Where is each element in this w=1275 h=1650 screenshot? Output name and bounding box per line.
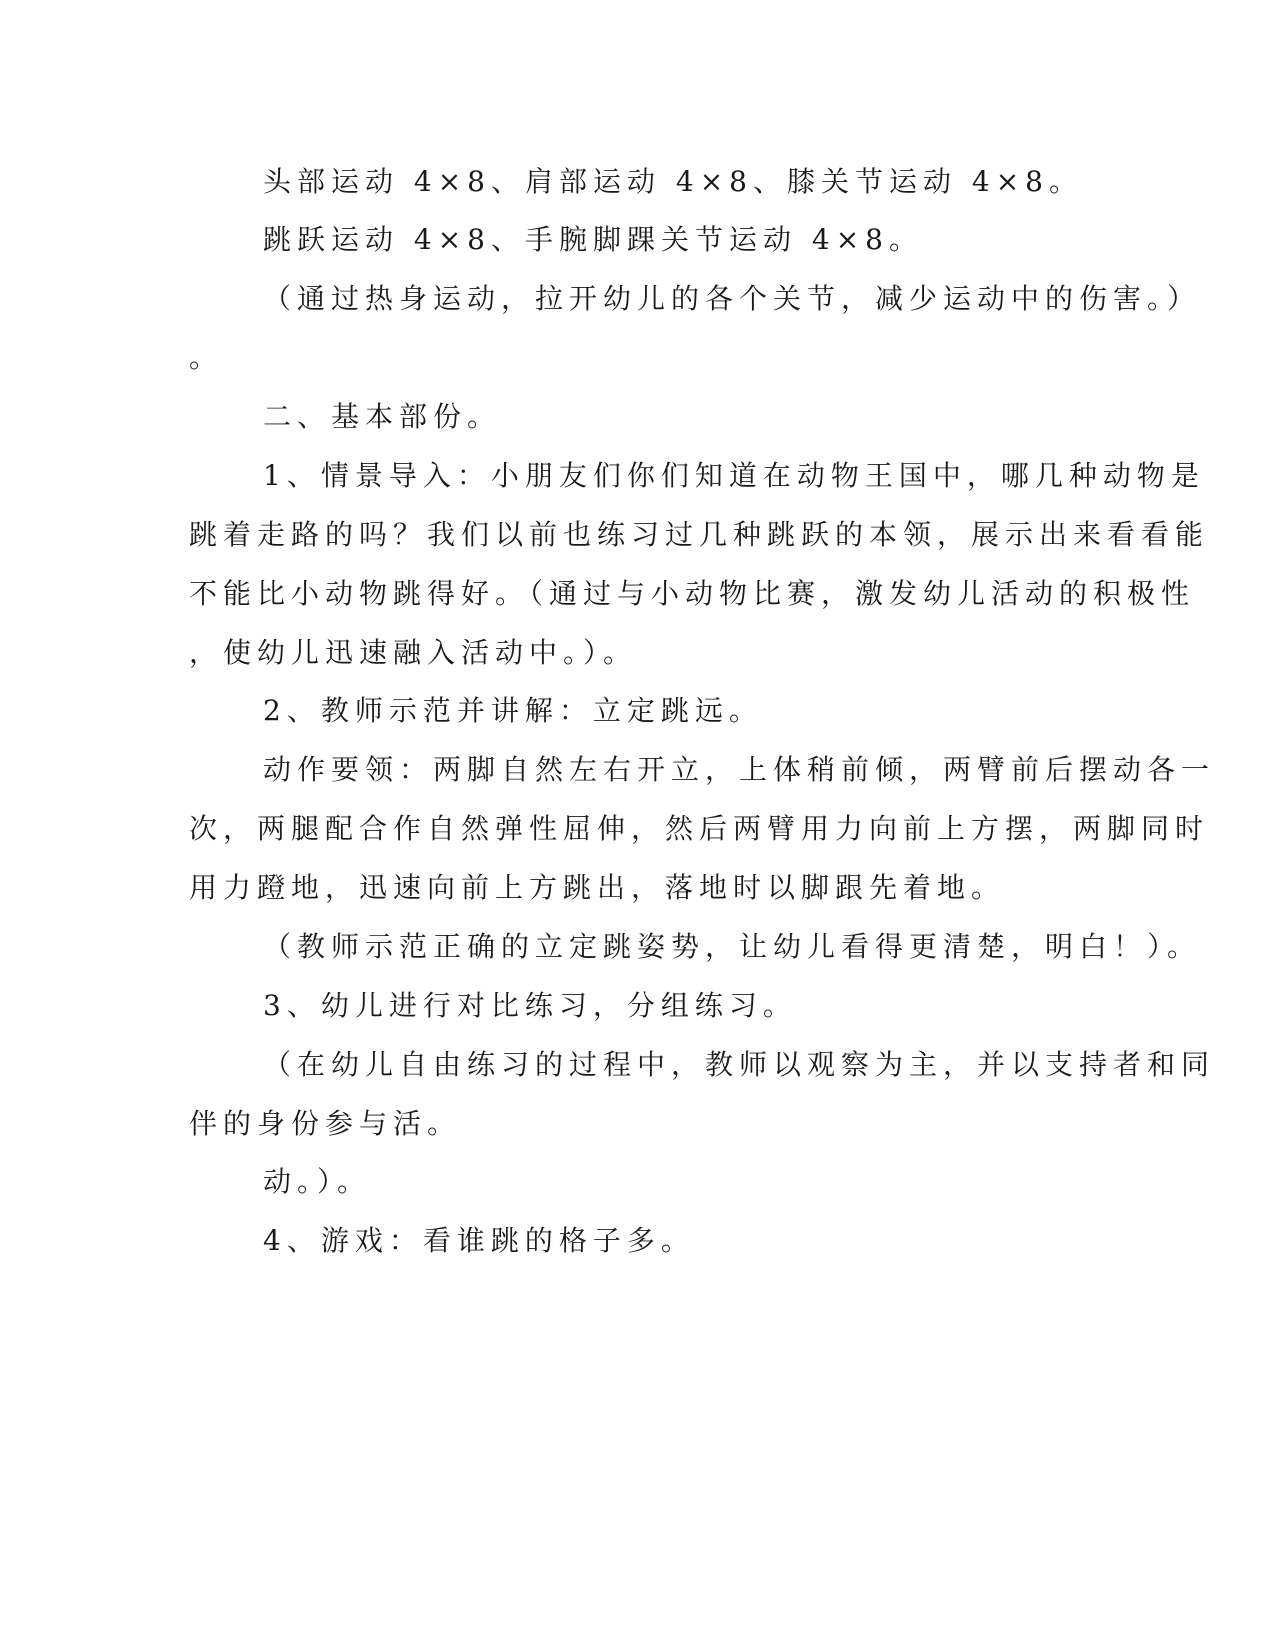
text-line: 1、情景导入：小朋友们你们知道在动物王国中，哪几种动物是 (263, 459, 1205, 492)
text-line: 跳着走路的吗？我们以前也练习过几种跳跃的本领，展示出来看看能 (189, 518, 1210, 551)
text-line: 头部运动 4×8、肩部运动 4×8、膝关节运动 4×8。 (263, 165, 1083, 198)
text-line: 3、幼儿进行对比练习，分组练习。 (263, 989, 797, 1022)
text-line: 跳跃运动 4×8、手腕脚踝关节运动 4×8。 (263, 223, 923, 256)
text-line: （通过热身运动，拉开幼儿的各个关节，减少运动中的伤害。） (263, 282, 1202, 315)
text-line: 次，两腿配合作自然弹性屈伸，然后两臂用力向前上方摆，两脚同时 (189, 812, 1210, 845)
text-line: （在幼儿自由练习的过程中，教师以观察为主，并以支持者和同 (263, 1048, 1216, 1081)
text-line: 不能比小动物跳得好。（通过与小动物比赛，激发幼儿活动的积极性 (189, 577, 1196, 610)
text-line: 4、游戏：看谁跳的格子多。 (263, 1224, 695, 1257)
section-heading: 二、基本部份。 (263, 400, 502, 433)
text-line: 动。）。 (263, 1165, 372, 1198)
text-line: 2、教师示范并讲解：立定跳远。 (263, 694, 763, 727)
text-line: （教师示范正确的立定跳姿势，让幼儿看得更清楚，明白！）。 (263, 930, 1202, 963)
text-line: 。 (189, 341, 224, 374)
text-line: ，使幼儿迅速融入活动中。）。 (189, 636, 638, 669)
text-line: 动作要领：两脚自然左右开立，上体稍前倾，两臂前后摆动各一 (263, 753, 1216, 786)
text-line: 伴的身份参与活。 (189, 1107, 462, 1140)
text-line: 用力蹬地，迅速向前上方跳出，落地时以脚跟先着地。 (189, 871, 1006, 904)
